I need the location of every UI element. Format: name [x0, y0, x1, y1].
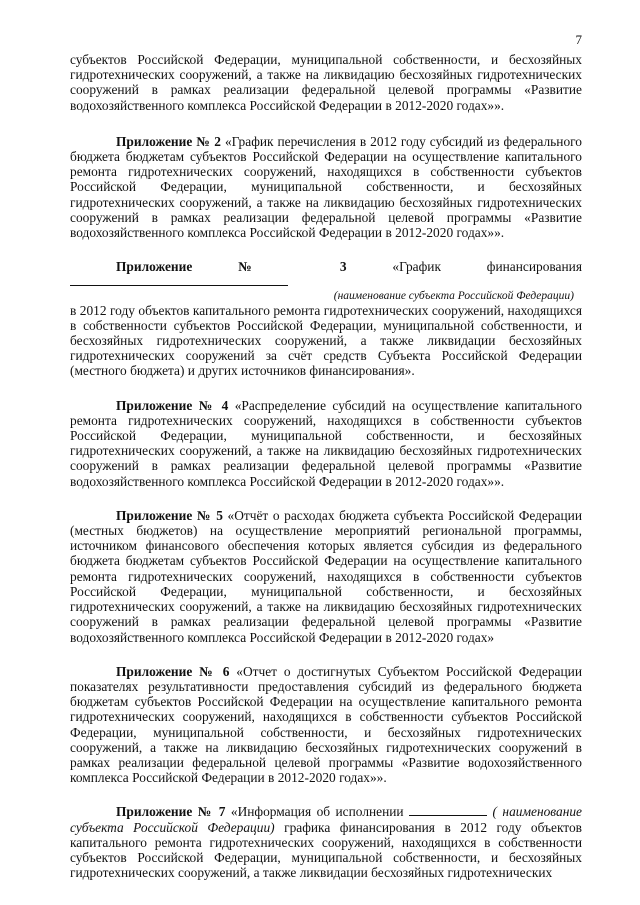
appendix-3-text-b: в 2012 году объектов капитального ремонта гидротехнических сооружений, находящихся в собственности субъектов Российской Федерации, муниципальной собственности, и бесхозяйных гидротехнических сооружений, а также ликвидации бесхозяйных гидротехнических сооружений за счёт средств Субъекта Российской Федерации (местного бюджета) и других источников финансирования».: [70, 302, 582, 379]
paragraph-appendix-4: [70, 398, 582, 489]
appendix-3-text-a: «График финансирования: [346, 259, 582, 275]
paragraph-appendix-7: [70, 804, 582, 880]
document-body: [70, 52, 582, 899]
appendix-2-text: «График перечисления в 2012 году субсидий из федерального бюджета бюджетам субъектов Российской Федерации на осуществление капитального ремонта гидротехнических сооружений, находящихся в собственности субъектов Российской Федерации, муниципальной собственности, и бесхозяйных гидротехнических сооружений, а также на ликвидацию бесхозяйных гидротехнических сооружений в рамках реализации федеральной целевой программы «Развитие водохозяйственного комплекса Российской Федерации в 2012-2020 годах»».: [70, 133, 582, 241]
appendix-3-label: Приложение № 3: [116, 259, 347, 275]
appendix-3-note: (наименование субъекта Российской Федерации): [333, 289, 574, 302]
paragraph-appendix-3: [70, 259, 582, 378]
paragraph-appendix-5: [70, 508, 582, 645]
appendix-2-label: Приложение № 2: [116, 133, 221, 149]
appendix-5-text: «Отчёт о расходах бюджета субъекта Российской Федерации (местных бюджетов) на осуществление мероприятий региональной программы, источником финансового обеспечения которых является субсидия из федерального бюджета бюджетам субъектов Российской Федерации на осуществление капитального ремонта гидротехнических сооружений, находящихся в собственности субъектов Российской Федерации, муниципальной собственности, и бесхозяйных гидротехнических сооружений, а также на ликвидацию бесхозяйных гидротехнических сооружений в рамках реализации федеральной целевой программы «Развитие водохозяйственного комплекса Российской Федерации в 2012-2020 годах»: [70, 507, 582, 645]
paragraph-appendix-6: [70, 664, 582, 786]
blank-line: [70, 274, 288, 286]
appendix-7-text-a: «Информация об исполнении: [225, 804, 410, 820]
appendix-7-label: Приложение № 7: [116, 804, 226, 820]
page-number: 7: [575, 32, 582, 47]
paragraph-continuation: субъектов Российской Федерации, муниципальной собственности, и бесхозяйных гидротехнических сооружений, а также на ликвидацию бесхозяйных гидротехнических сооружений в рамках реализации федеральной целевой программы «Развитие водохозяйственного комплекса Российской Федерации в 2012-2020 годах»».: [70, 52, 582, 113]
paragraph-appendix-2: [70, 134, 582, 240]
appendix-7-note: ( наименование субъекта Российской Федерации): [70, 804, 582, 835]
appendix-6-text: «Отчет о достигнутых Субъектом Российской Федерации показателях результативности предоставления субсидий из федерального бюджета бюджетам субъектов Российской Федерации на осуществление капитального ремонта гидротехнических сооружений, находящихся в собственности субъектов Российской Федерации, муниципальной собственности, и бесхозяйных гидротехнических сооружений, а также на ликвидацию бесхозяйных гидротехнических сооружений в рамках реализации федеральной целевой программы «Развитие водохозяйственного комплекса Российской Федерации в 2012-2020 годах»».: [70, 663, 582, 786]
appendix-5-label: Приложение № 5: [116, 507, 223, 523]
appendix-4-label: Приложение № 4: [116, 397, 229, 413]
appendix-6-label: Приложение № 6: [116, 663, 230, 679]
appendix-7-text-b: графика финансирования в 2012 году объектов капитального ремонта гидротехнических сооружений, находящихся в собственности субъектов Российской Федерации, муниципальной собственности, и бесхозяйных гидротехнических сооружений, а также ликвидации бесхозяйных гидротехнических: [70, 819, 582, 881]
appendix-4-text: «Распределение субсидий на осуществление капитального ремонта гидротехнических сооружений, находящихся в собственности субъектов Российской Федерации, муниципальной собственности, и бесхозяйных гидротехнических сооружений, а также на ликвидацию бесхозяйных гидротехнических сооружений в рамках реализации федеральной целевой программы «Развитие водохозяйственного комплекса Российской Федерации в 2012-2020 годах»».: [70, 397, 582, 489]
blank-line: [409, 804, 487, 816]
